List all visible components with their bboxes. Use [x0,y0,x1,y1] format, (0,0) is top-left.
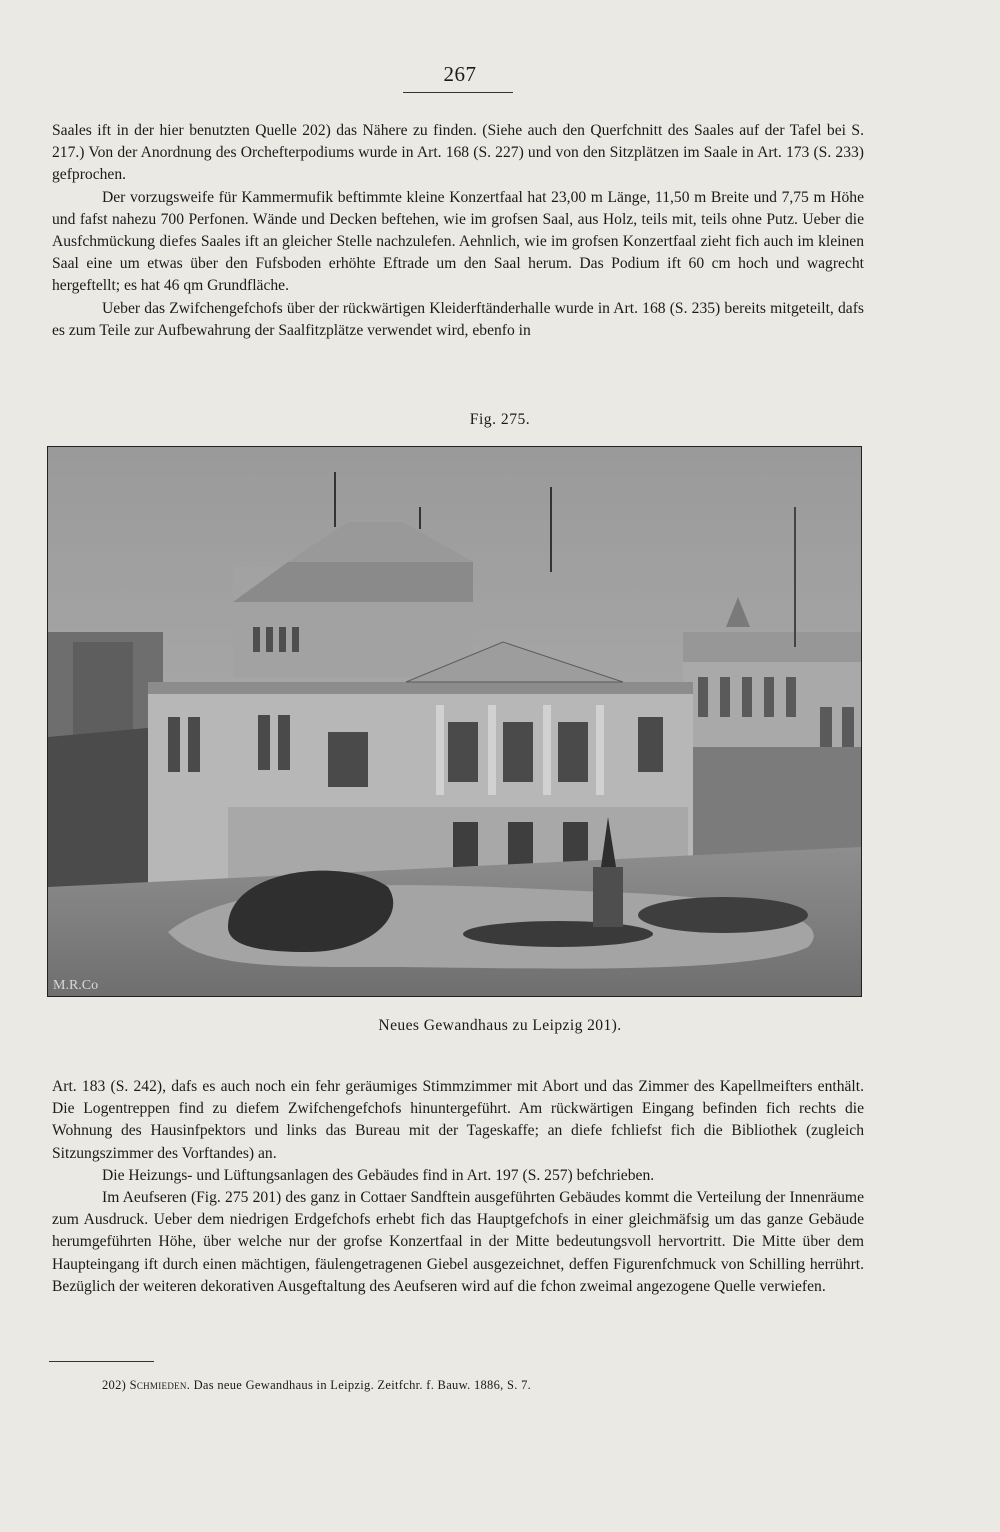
body-text-bottom [52,1076,864,1298]
paragraph: Art. 183 (S. 242), dafs es auch noch ein fehr geräumiges Stimmzimmer mit Abort und das Zimmer des Kapellmeifters enthält. Die Logentreppen find zu diefem Zwifchengefchofs hinuntergeführt. Am rückwärtigen Eingang befinden fich rechts die Wohnung des Hausinfpektors und links das Bureau mit der Tageskaffe; an diefe fchliefst fich die Bibliothek (zugleich Sitzungszimmer des Vorftandes) an. [52,1078,864,1162]
figure-label: Fig. 275. [469,411,531,428]
page-number: 267 [443,62,477,86]
paragraph: Der vorzugsweife für Kammermufik beftimmte kleine Konzertfaal hat 23,00 m Länge, 11,50 m Breite und 7,75 m Höhe und fafst nahezu 700 Perfonen. Wände und Decken beftehen, wie im grofsen Saal, aus Holz, teils mit, teils ohne Putz. Ueber die Ausfchmückung diefes Saales ift an gleicher Stelle nachzulefen. Aehnlich, wie im grofsen Konzertfaal zieht fich auch im kleinen Saal eine um etwas über den Fufsboden erhöhte Eftrade um den Saal herum. Das Podium ift 60 cm hoch und wagrecht hergeftellt; es hat 46 qm Grundfläche. [52,188,864,295]
footnote [102,1378,531,1393]
paragraph: Ueber das Zwifchengefchofs über der rückwärtigen Kleiderftänderhalle wurde in Art. 168 (S. 235) bereits mitgeteilt, dafs es zum Teile zur Aufbewahrung der Saalfitzplätze verwendet wird, ebenfo in [52,299,864,339]
paragraph: Saales ift in der hier benutzten Quelle 202) das Nähere zu finden. (Siehe auch den Querfchnitt des Saales auf der Tafel bei S. 217.) Von der Anordnung des Orchefterpodiums wurde in Art. 168 (S. 227) und von den Sitzplätzen im Saale in Art. 173 (S. 233) gefprochen. [52,122,864,184]
figure-caption: Neues Gewandhaus zu Leipzig 201). [378,1017,622,1034]
footnote-rule [49,1361,154,1362]
figure-photo [47,446,862,997]
footnote-author: Schmieden. [129,1378,191,1392]
figure-monogram: M.R.Co [53,978,99,993]
building-photo-illustration [48,447,861,996]
page-number-rule [403,92,513,93]
paragraph: Die Heizungs- und Lüftungsanlagen des Gebäudes find in Art. 197 (S. 257) befchrieben. [102,1166,655,1184]
footnote-marker: 202) [102,1378,127,1392]
body-text-top [52,120,864,342]
footnote-text: Das neue Gewandhaus in Leipzig. Zeitfchr. f. Bauw. 1886, S. 7. [193,1378,532,1392]
paragraph: Im Aeufseren (Fig. 275 201) des ganz in Cottaer Sandftein ausgeführten Gebäudes kommt die Verteilung der Innenräume zum Ausdruck. Ueber dem niedrigen Erdgefchofs erhebt fich das Hauptgefchofs in einer gleichmäfsig um das ganze Gebäude herumgeführten Höhe, über welche nur der grofse Konzertfaal in der Mitte bedeutungsvoll hervortritt. Die Mitte über dem Haupteingang ift durch einen mächtigen, fäulengetragenen Giebel ausgezeichnet, deffen Figurenfchmuck von Schilling herrührt. Bezüglich der weiteren dekorativen Ausgeftaltung des Aeufseren wird auf die fchon zweimal angezogene Quelle verwiefen. [52,1189,864,1295]
